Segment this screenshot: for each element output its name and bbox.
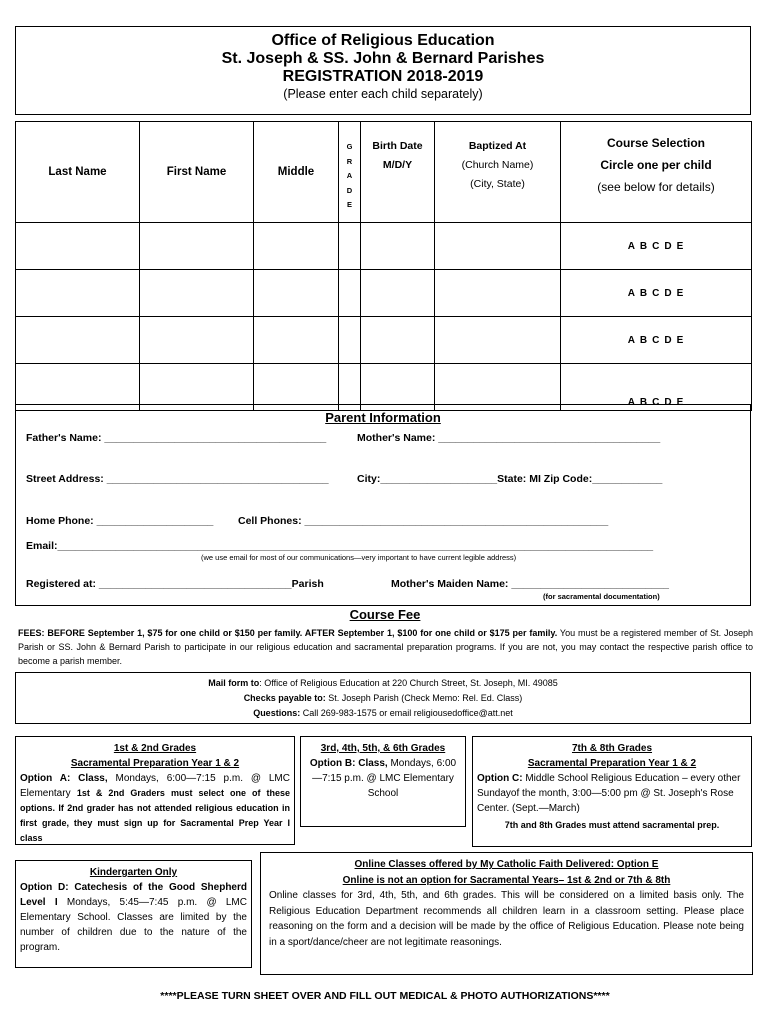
father-name-field[interactable]: Father's Name: ______________________________________ bbox=[26, 432, 327, 444]
course-options[interactable]: A B C D E bbox=[561, 317, 752, 364]
middle-cell[interactable] bbox=[254, 317, 339, 364]
registered-at-field[interactable]: Registered at: _________________________________Parish bbox=[26, 578, 324, 590]
home-phone-field[interactable]: Home Phone: ____________________ bbox=[26, 515, 214, 527]
middle-cell[interactable] bbox=[254, 223, 339, 270]
last-name-header: Last Name bbox=[16, 122, 140, 223]
table-row bbox=[16, 270, 752, 317]
baptized-cell[interactable] bbox=[435, 317, 561, 364]
maiden-name-field[interactable]: Mother's Maiden Name: ___________________________ bbox=[391, 578, 670, 590]
first-name-header: First Name bbox=[140, 122, 254, 223]
middle-header: Middle bbox=[254, 122, 339, 223]
street-address-field[interactable]: Street Address: ______________________________________ bbox=[26, 473, 329, 485]
form-header bbox=[15, 26, 751, 115]
first-name-cell[interactable] bbox=[140, 317, 254, 364]
grades-1-2-box: 1st & 2nd Grades Sacramental Preparation Year 1 & 2 Option A: Class, Mondays, 6:00—7:15 p.m. @ LMC Elementary 1st & 2nd Graders must select one of these options. If 2nd grader has not attended religious education in first grade, they must sign up for Sacramental Prep Year I class bbox=[15, 736, 295, 845]
turn-over-notice: ****PLEASE TURN SHEET OVER AND FILL OUT MEDICAL & PHOTO AUTHORIZATIONS**** bbox=[160, 990, 610, 1002]
baptized-cell[interactable] bbox=[435, 223, 561, 270]
grades-3-6-box: 3rd, 4th, 5th, & 6th Grades Option B: Class, Mondays, 6:00—7:15 p.m. @ LMC Elementary School bbox=[300, 736, 466, 827]
grade-cell[interactable] bbox=[339, 317, 361, 364]
middle-cell[interactable] bbox=[254, 270, 339, 317]
course-fee-text: FEES: BEFORE September 1, $75 for one child or $150 per family. AFTER September 1, $100 for one child or $175 per family. You must be a registered member of St. Joseph Parish or SS. John & Bernard Parish to participate in our religious education and sacramental preparation programs. If you are not, you may contact the respective parish office to become a parish member. bbox=[18, 628, 753, 666]
first-name-cell[interactable] bbox=[140, 270, 254, 317]
course-selection-header: Course Selection Circle one per child (see below for details) bbox=[561, 122, 752, 223]
email-field[interactable]: Email:______________________________________________________________________________________________________ bbox=[26, 540, 654, 552]
last-name-cell[interactable] bbox=[16, 270, 140, 317]
grade-cell[interactable] bbox=[339, 270, 361, 317]
parent-info-title: Parent Information bbox=[325, 410, 441, 425]
table-row bbox=[16, 317, 752, 364]
parish-title: St. Joseph & SS. John & Bernard Parishes bbox=[221, 50, 545, 67]
table-row bbox=[16, 223, 752, 270]
birth-date-cell[interactable] bbox=[361, 317, 435, 364]
course-options[interactable]: A B C D E bbox=[561, 223, 752, 270]
cell-phone-field[interactable]: Cell Phones: ____________________________________________________ bbox=[238, 515, 609, 527]
maiden-note: (for sacramental documentation) bbox=[543, 592, 660, 601]
baptized-header: Baptized At (Church Name) (City, State) bbox=[435, 122, 561, 223]
mother-name-field[interactable]: Mother's Name: ______________________________________ bbox=[357, 432, 661, 444]
birth-date-cell[interactable] bbox=[361, 223, 435, 270]
kindergarten-box: Kindergarten Only Option D: Catechesis of the Good Shepherd Level I Mondays, 5:45—7:45 p.m. @ LMC Elementary School. Classes are limited by the number of children due to the nature of the program. bbox=[15, 860, 252, 968]
email-note: (we use email for most of our communications—very important to have current legible address) bbox=[201, 553, 517, 562]
online-classes-box: Online Classes offered by My Catholic Faith Delivered: Option E Online is not an option for Sacramental Years– 1st & 2nd or 7th & 8th Online classes for 3rd, 4th, 5th, and 6th grades. This will be considered on a limited basis only. The Religious Education Department recommends all children learn in a classroom setting. Please place reasoning on the form and a decision will be made by the office of Religious Education. Please note being in a sport/dance/cheer are not legitimate reasonings. bbox=[260, 852, 753, 975]
office-title: Office of Religious Education bbox=[271, 32, 495, 49]
mail-info-box: Mail form to: Office of Religious Education at 220 Church Street, St. Joseph, MI. 49085 Checks payable to: St. Joseph Parish (Check Memo: Rel. Ed. Class) Questions: Call 269-983-1575 or email religiousedoffice@att.net bbox=[15, 672, 751, 724]
parent-information-section bbox=[15, 404, 751, 606]
course-options[interactable]: A B C D E bbox=[561, 364, 752, 411]
header-instruction: (Please enter each child separately) bbox=[283, 87, 483, 101]
first-name-cell[interactable] bbox=[140, 223, 254, 270]
course-options[interactable]: A B C D E bbox=[561, 270, 752, 317]
grades-7-8-box: 7th & 8th Grades Sacramental Preparation Year 1 & 2 Option C: Middle School Religious Education – every other Sundayof the month, 3:00—5:00 pm @ St. Joseph's Rose Center. (Sept.—March) 7th and 8th Grades must attend sacramental prep. bbox=[472, 736, 752, 847]
birth-date-header: Birth Date M/D/Y bbox=[361, 122, 435, 223]
registration-title: REGISTRATION 2018-2019 bbox=[282, 68, 484, 85]
last-name-cell[interactable] bbox=[16, 317, 140, 364]
city-state-zip-field[interactable]: City:____________________State: MI Zip Code:____________ bbox=[357, 473, 663, 485]
baptized-cell[interactable] bbox=[435, 270, 561, 317]
table-header-row bbox=[16, 122, 752, 223]
grade-header: G R A D E bbox=[339, 122, 361, 223]
last-name-cell[interactable] bbox=[16, 223, 140, 270]
course-fee-title: Course Fee bbox=[349, 607, 421, 622]
grade-cell[interactable] bbox=[339, 223, 361, 270]
birth-date-cell[interactable] bbox=[361, 270, 435, 317]
child-registration-table bbox=[15, 121, 752, 411]
